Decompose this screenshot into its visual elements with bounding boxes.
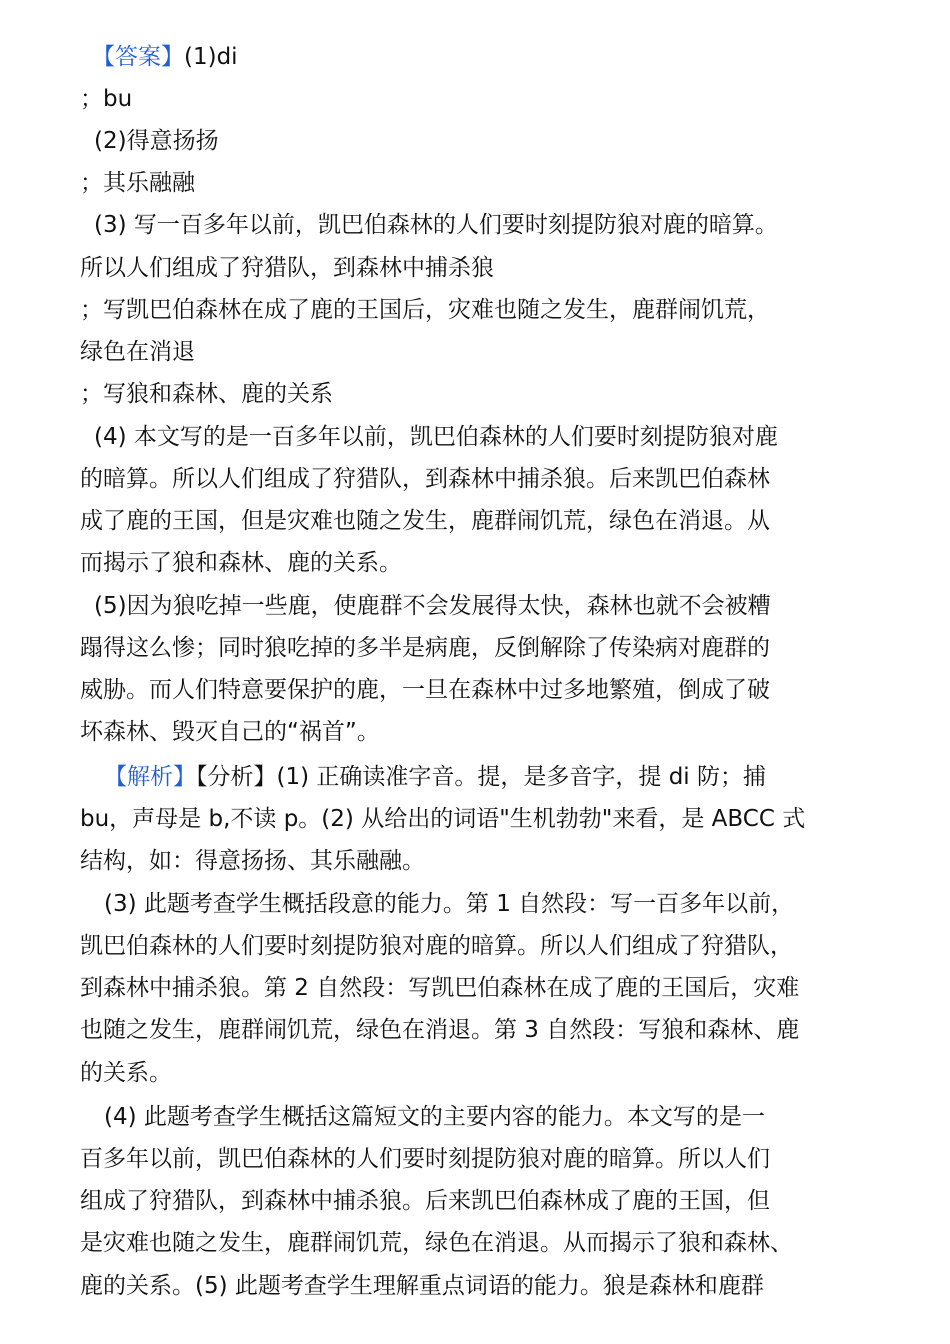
- answer-line-8: 绿色在消退: [80, 339, 195, 365]
- answer-line-3: (2)得意扬扬: [94, 128, 219, 154]
- answer-line-12: 成了鹿的王国，但是灾难也随之发生，鹿群闹饥荒，绿色在消退。从: [80, 508, 770, 534]
- answer-line-17: 坏森林、毁灭自己的“祸首”。: [80, 719, 380, 745]
- answer-line-13: 而揭示了狼和森林、鹿的关系。: [80, 550, 402, 576]
- answer-line-11: 的暗算。所以人们组成了狩猎队，到森林中捕杀狼。后来凯巴伯森林: [80, 466, 770, 492]
- analysis-line-5: 凯巴伯森林的人们要时刻提防狼对鹿的暗算。所以人们组成了狩猎队，: [80, 933, 793, 959]
- answer-line-1: [92, 42, 238, 72]
- analysis-line-2: bu，声母是 b,不读 p。(2) 从给出的词语"生机勃勃"来看，是 ABCC 式: [80, 806, 806, 832]
- answer-line-7: ；写凯巴伯森林在成了鹿的王国后，灾难也随之发生，鹿群闹饥荒，: [80, 297, 770, 323]
- answer-line-6: 所以人们组成了狩猎队，到森林中捕杀狼: [80, 255, 494, 281]
- analysis-line-1: [104, 762, 766, 792]
- analysis-line-4: (3) 此题考查学生概括段意的能力。第 1 自然段：写一百多年以前，: [104, 891, 795, 917]
- answer-line-9: ；写狼和森林、鹿的关系: [80, 381, 333, 407]
- answer-line-5: (3) 写一百多年以前，凯巴伯森林的人们要时刻提防狼对鹿的暗算。: [94, 212, 778, 238]
- answer-line-15: 蹋得这么惨；同时狼吃掉的多半是病鹿，反倒解除了传染病对鹿群的: [80, 635, 770, 661]
- analysis-line-3: 结构，如：得意扬扬、其乐融融。: [80, 848, 425, 874]
- analysis-line-13: 鹿的关系。(5) 此题考查学生理解重点词语的能力。狼是森林和鹿群: [80, 1273, 764, 1299]
- analysis-line-12: 是灾难也随之发生，鹿群闹饥荒，绿色在消退。从而揭示了狼和森林、: [80, 1230, 793, 1256]
- analysis-line-6: 到森林中捕杀狼。第 2 自然段：写凯巴伯森林在成了鹿的王国后，灾难: [80, 975, 800, 1001]
- answer-text: (1)di: [184, 44, 238, 70]
- analysis-line-7: 也随之发生，鹿群闹饥荒，绿色在消退。第 3 自然段：写狼和森林、鹿: [80, 1017, 800, 1043]
- answer-line-2: ；bu: [80, 86, 133, 112]
- analysis-line-8: 的关系。: [80, 1060, 172, 1086]
- analysis-text: 【分析】(1) 正确读准字音。提，是多音字，提 di 防；捕: [196, 764, 767, 790]
- answer-line-10: (4) 本文写的是一百多年以前，凯巴伯森林的人们要时刻提防狼对鹿: [94, 424, 778, 450]
- analysis-line-11: 组成了狩猎队，到森林中捕杀狼。后来凯巴伯森林成了鹿的王国，但: [80, 1188, 770, 1214]
- answer-tag: 【答案】: [92, 44, 184, 70]
- analysis-line-10: 百多年以前，凯巴伯森林的人们要时刻提防狼对鹿的暗算。所以人们: [80, 1146, 770, 1172]
- answer-line-14: (5)因为狼吃掉一些鹿，使鹿群不会发展得太快，森林也就不会被糟: [94, 593, 771, 619]
- answer-line-16: 威胁。而人们特意要保护的鹿，一旦在森林中过多地繁殖，倒成了破: [80, 677, 770, 703]
- answer-line-4: ；其乐融融: [80, 170, 195, 196]
- analysis-line-9: (4) 此题考查学生概括这篇短文的主要内容的能力。本文写的是一: [104, 1104, 765, 1130]
- analysis-tag: 【解析】: [104, 764, 196, 790]
